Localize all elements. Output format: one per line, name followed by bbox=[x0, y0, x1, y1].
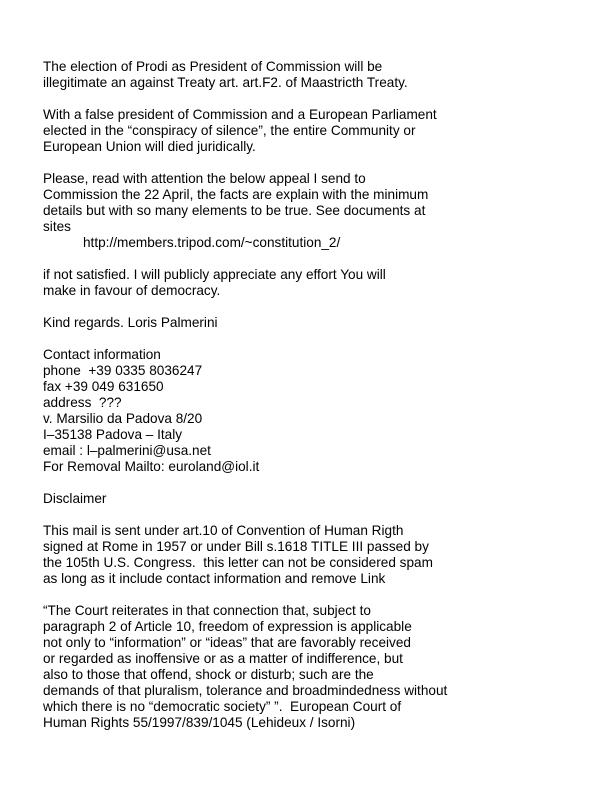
paragraph-regards bbox=[43, 315, 592, 331]
contact-address-label: address ??? bbox=[43, 395, 122, 410]
text-line: as long as it include contact information and remove Link bbox=[43, 571, 386, 586]
text-line: details but with so many elements to be true. See documents at bbox=[43, 203, 426, 218]
text-line: or regarded as inoffensive or as a matter of indifference, but bbox=[43, 651, 403, 666]
text-line: European Union will died juridically. bbox=[43, 139, 256, 154]
text-line: The election of Prodi as President of Commission will be bbox=[43, 59, 383, 74]
contact-removal-mailto[interactable]: For Removal Mailto: euroland@iol.it bbox=[43, 459, 260, 474]
paragraph-court-quote bbox=[43, 603, 592, 731]
paragraph-disclaimer bbox=[43, 523, 592, 587]
text-line: the 105th U.S. Congress. this letter can not be considered spam bbox=[43, 555, 433, 570]
disclaimer-heading-block bbox=[43, 491, 592, 507]
site-url-link[interactable]: http://members.tripod.com/~constitution_2/ bbox=[83, 235, 341, 250]
text-line: “The Court reiterates in that connection that, subject to bbox=[43, 603, 371, 618]
text-line: With a false president of Commission and a European Parliament bbox=[43, 107, 437, 122]
contact-city: I–35138 Padova – Italy bbox=[43, 427, 183, 442]
text-line: sites bbox=[43, 219, 71, 234]
contact-information-block bbox=[43, 347, 592, 475]
text-line: Human Rights 55/1997/839/1045 (Lehideux / Isorni) bbox=[43, 715, 356, 730]
contact-phone: phone +39 0335 8036247 bbox=[43, 363, 203, 378]
paragraph-not-satisfied bbox=[43, 267, 592, 299]
contact-street: v. Marsilio da Padova 8/20 bbox=[43, 411, 203, 426]
contact-email[interactable]: email : l–palmerini@usa.net bbox=[43, 443, 211, 458]
text-line: if not satisfied. I will publicly appreciate any effort You will bbox=[43, 267, 386, 282]
text-line: signed at Rome in 1957 or under Bill s.1618 TITLE III passed by bbox=[43, 539, 429, 554]
text-line: paragraph 2 of Article 10, freedom of expression is applicable bbox=[43, 619, 412, 634]
signature-line: Kind regards. Loris Palmerini bbox=[43, 315, 218, 330]
text-line: Please, read with attention the below appeal I send to bbox=[43, 171, 366, 186]
text-line: not only to “information” or “ideas” that are favorably received bbox=[43, 635, 411, 650]
paragraph-prodi-election bbox=[43, 59, 592, 91]
text-line: demands of that pluralism, tolerance and broadmindedness without bbox=[43, 683, 448, 698]
contact-heading: Contact information bbox=[43, 347, 161, 362]
paragraph-appeal bbox=[43, 171, 592, 251]
text-line: Commission the 22 April, the facts are explain with the minimum bbox=[43, 187, 429, 202]
text-line: illegitimate an against Treaty art. art.F2. of Maastricth Treaty. bbox=[43, 75, 408, 90]
text-line: elected in the “conspiracy of silence”, the entire Community or bbox=[43, 123, 416, 138]
contact-fax: fax +39 049 631650 bbox=[43, 379, 164, 394]
text-line: This mail is sent under art.10 of Convention of Human Rigth bbox=[43, 523, 404, 538]
text-line: which there is no “democratic society” ”. European Court of bbox=[43, 699, 402, 714]
text-line: make in favour of democracy. bbox=[43, 283, 221, 298]
text-line: also to those that offend, shock or disturb; such are the bbox=[43, 667, 374, 682]
disclaimer-heading: Disclaimer bbox=[43, 491, 107, 506]
paragraph-false-president bbox=[43, 107, 592, 155]
